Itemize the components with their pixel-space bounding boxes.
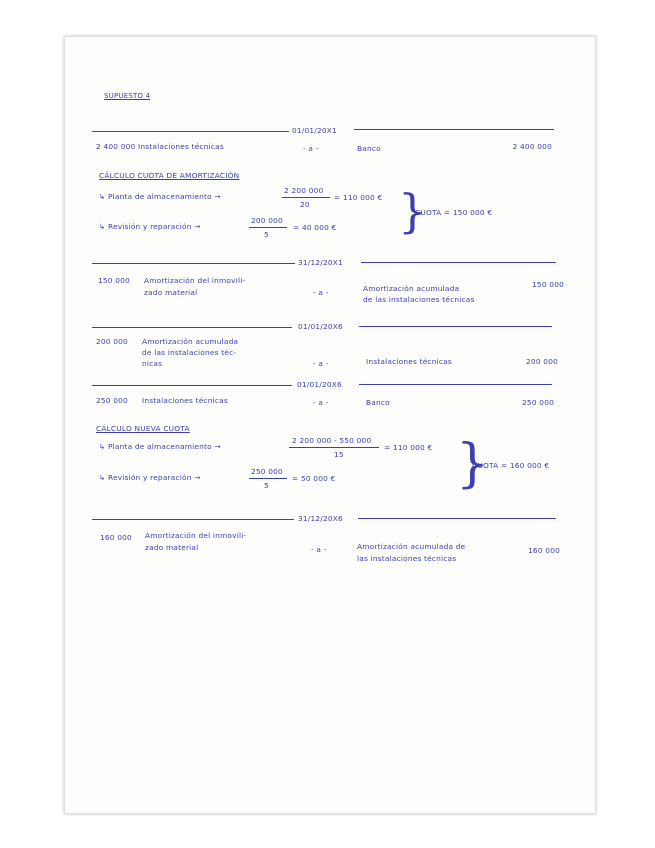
entry-date: 01/01/20X6 xyxy=(297,380,342,389)
credit-amount: 150 000 xyxy=(532,280,564,289)
entry-separator: - a - xyxy=(313,288,329,297)
debit-account-line1: Amortización del inmovili- xyxy=(144,276,246,285)
fraction-denominator: 5 xyxy=(264,481,269,490)
debit-amount: 200 000 xyxy=(96,337,128,346)
fraction-bar xyxy=(289,447,379,448)
credit-account-line1: Amortización acumulada xyxy=(363,284,460,293)
calc-result: = 110 000 € xyxy=(384,443,433,452)
credit-account-line2: de las instalaciones técnicas xyxy=(363,295,475,304)
calc-label: ↳ Planta de almacenamiento → xyxy=(99,442,221,451)
journal-rule-left xyxy=(92,519,294,520)
fraction-denominator: 20 xyxy=(300,200,310,209)
journal-rule-right xyxy=(359,326,552,327)
credit-account-line2: las instalaciones técnicas xyxy=(357,554,457,563)
entry-date: 31/12/20X1 xyxy=(298,258,343,267)
fraction-denominator: 5 xyxy=(264,230,269,239)
entry-separator: - a - xyxy=(313,359,329,368)
debit-amount: 160 000 xyxy=(100,533,132,542)
journal-rule-left xyxy=(92,385,292,386)
journal-rule-left xyxy=(92,131,289,132)
fraction-numerator: 250 000 xyxy=(251,467,283,476)
credit-amount: 250 000 xyxy=(522,398,554,407)
debit-account: Instalaciones técnicas xyxy=(142,396,228,405)
debit-amount: 250 000 xyxy=(96,396,128,405)
debit-account: Instalaciones técnicas xyxy=(138,142,224,151)
cuota-total: CUOTA = 160 000 € xyxy=(472,461,550,470)
entry-date: 01/01/20X1 xyxy=(292,126,337,135)
curly-brace-icon: } xyxy=(456,434,490,494)
fraction-denominator: 15 xyxy=(334,450,344,459)
debit-amount: 2 400 000 xyxy=(96,142,136,151)
fraction-bar xyxy=(249,478,287,479)
curly-brace-icon: } xyxy=(398,184,428,238)
debit-amount: 150 000 xyxy=(98,276,130,285)
section-heading: CÁLCULO CUOTA DE AMORTIZACIÓN xyxy=(99,171,240,180)
journal-rule-left xyxy=(92,263,295,264)
entry-separator: - a - xyxy=(303,144,319,153)
fraction-bar xyxy=(249,227,287,228)
credit-account: Banco xyxy=(366,398,390,407)
debit-account-line2: zado material xyxy=(144,288,198,297)
credit-account: Banco xyxy=(357,144,381,153)
journal-rule-right xyxy=(358,518,556,519)
entry-date: 01/01/20X6 xyxy=(298,322,343,331)
calc-label: ↳ Planta de almacenamiento → xyxy=(99,192,221,201)
credit-account-line1: Amortización acumulada de xyxy=(357,542,466,551)
debit-account-line3: nicas xyxy=(142,359,163,368)
section-heading: CÁLCULO NUEVA CUOTA xyxy=(96,424,190,433)
entry-date: 31/12/20X6 xyxy=(298,514,343,523)
debit-account-line2: de las instalaciones téc- xyxy=(142,348,237,357)
credit-amount: 200 000 xyxy=(526,357,558,366)
credit-account: Instalaciones técnicas xyxy=(366,357,452,366)
calc-result: = 110 000 € xyxy=(334,193,383,202)
fraction-numerator: 200 000 xyxy=(251,216,283,225)
debit-account-line1: Amortización acumulada xyxy=(142,337,239,346)
journal-rule-right xyxy=(359,384,552,385)
debit-account-line1: Amortización del inmovili- xyxy=(145,531,247,540)
debit-account-line2: zado material xyxy=(145,543,199,552)
credit-amount: 160 000 xyxy=(528,546,560,555)
calc-result: = 40 000 € xyxy=(293,223,337,232)
journal-rule-right xyxy=(354,129,554,130)
fraction-bar xyxy=(282,197,330,198)
calc-result: = 50 000 € xyxy=(292,474,336,483)
calc-label: ↳ Revisión y reparación → xyxy=(99,222,201,231)
entry-separator: - a - xyxy=(311,545,327,554)
entry-separator: - a - xyxy=(313,398,329,407)
page-title: SUPUESTO 4 xyxy=(104,92,151,100)
credit-amount: 2 400 000 xyxy=(512,142,552,151)
fraction-numerator: 2 200 000 - 550 000 xyxy=(292,436,372,445)
journal-rule-left xyxy=(92,327,292,328)
journal-rule-right xyxy=(361,262,556,263)
cuota-total: CUOTA = 150 000 € xyxy=(415,208,493,217)
fraction-numerator: 2 200 000 xyxy=(284,186,324,195)
calc-label: ↳ Revisión y reparación → xyxy=(99,473,201,482)
